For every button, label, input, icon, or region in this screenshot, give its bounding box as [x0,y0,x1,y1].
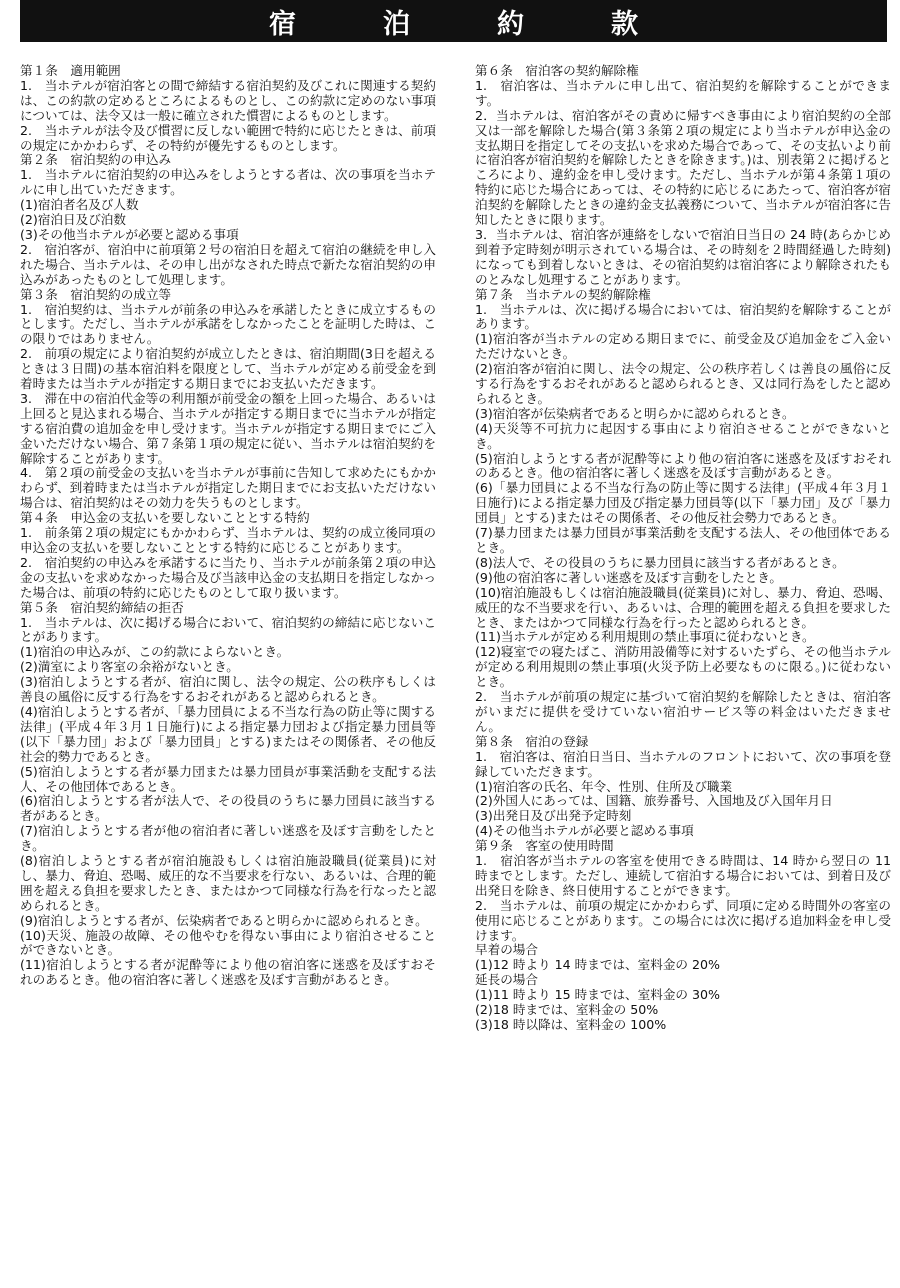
left-paragraph: (6)宿泊しようとする者が法人で、その役員のうちに暴力団員に該当する者があるとき。 [20,793,436,824]
left-article-heading: 第４条 申込金の支払いを要しないこととする特約 [20,510,310,526]
right-paragraph: (7)暴力団または暴力団員が事業活動を支配する法人、その他団体であるとき。 [475,525,891,555]
right-paragraph: (4)天災等不可抗力に起因する事由により宿泊させることができないとき。 [475,420,891,451]
right-article-heading: 第８条 宿泊の登録 [475,733,589,749]
left-paragraph: 1. 当ホテルは、次に掲げる場合において、宿泊契約の締結に応じないことがあります。 [20,614,436,645]
left-article-heading: 第３条 宿泊契約の成立等 [20,286,172,302]
left-paragraph: (3)その他当ホテルが必要と認める事項 [20,226,239,242]
title-bar [20,0,887,42]
left-paragraph: (5)宿泊しようとする者が暴力団または暴力団員が事業活動を支配する法人、その他団体であるとき。 [20,763,436,794]
right-paragraph: 延長の場合 [475,972,538,988]
left-paragraph: (2)満室により客室の余裕がないとき。 [20,659,239,675]
right-paragraph: (1)11 時より 15 時までは、室料金の 30% [475,987,721,1003]
right-paragraph: (1)宿泊客が当ホテルの定める期日までに、前受金及び追加金をご入金いただけないとき。 [475,331,891,362]
right-paragraph: (11)当ホテルが定める利用規則の禁止事項に従わないとき。 [475,629,815,645]
left-paragraph: (11)宿泊しようとする者が泥酔等により他の宿泊客に迷惑を及ぼすおそれのあるとき。他の宿泊客に著しく迷惑を及ぼす言動があるとき。 [20,957,436,988]
left-paragraph: (8)宿泊しようとする者が宿泊施設もしくは宿泊施設職員(従業員)に対し、暴力、脅迫、恐喝、威圧的な不当要求を行ない、あるいは、合理的範囲を超える負担を要求したとき、またはかつて同様な行為を行なったと認められるとき。 [20,853,436,913]
left-paragraph: (9)宿泊しようとする者が、伝染病者であると明らかに認められるとき。 [20,912,428,928]
right-paragraph: 早着の場合 [475,942,538,958]
right-paragraph: (1)12 時より 14 時までは、室料金の 20% [475,957,721,973]
right-paragraph: 1. 宿泊客は、当ホテルに申し出て、宿泊契約を解除することができます。 [475,77,891,108]
left-paragraph: 3. 滞在中の宿泊代金等の利用額が前受金の額を上回った場合、あるいは上回ると見込まれる場合、当ホテルが指定する期日までに当ホテルが指定する宿泊費の追加金を申し受けます。当ホテルが指定する期日までにご入金いただけない場合、第７条第１項の規定に従い、当ホテルは宿泊契約を解除することがあります。 [20,390,436,466]
left-paragraph: (10)天災、施設の故障、その他やむを得ない事由により宿泊させることができないとき。 [20,927,436,958]
right-paragraph: (4)その他当ホテルが必要と認める事項 [475,823,694,839]
right-paragraph: (1)宿泊客の氏名、年令、性別、住所及び職業 [475,778,733,794]
right-paragraph: (9)他の宿泊客に著しい迷惑を及ぼす言動をしたとき。 [475,569,782,585]
right-paragraph: (8)法人で、その役員のうちに暴力団員に該当する者があるとき。 [475,554,845,570]
right-article-heading: 第７条 当ホテルの契約解除権 [475,286,651,302]
left-column [20,64,436,988]
left-article-heading: 第２条 宿泊契約の申込み [20,152,172,168]
left-paragraph: 1. 当ホテルに宿泊契約の申込みをしようとする者は、次の事項を当ホテルに申し出ていただきます。 [20,167,436,198]
right-article-heading: 第９条 客室の使用時間 [475,838,614,854]
right-paragraph: 3．当ホテルは、宿泊客が連絡をしないで宿泊日当日の 24 時(あらかじめ到着予定時刻が明示されている場合は、その時刻を２時間経過した時刻)になっても到着しないときは、その宿泊契約は宿泊客により解除されたものとみなし処理することがあります。 [475,226,891,287]
left-paragraph: 1. 宿泊契約は、当ホテルが前条の申込みを承諾したときに成立するものとします。ただし、当ホテルが承諾をしなかったことを証明した時は、この限りではありません。 [20,301,436,347]
right-paragraph: (3)出発日及び出発予定時刻 [475,808,632,824]
left-paragraph: 4. 第２項の前受金の支払いを当ホテルが事前に告知して求めたにもかかわらず、到着時または当ホテルが指定した期日までにお支払いただけない場合は、宿泊契約はその効力を失うものとします。 [20,465,436,511]
right-paragraph: (6)「暴力団員による不当な行為の防止等に関する法律」(平成４年３月１日施行)による指定暴力団及び指定暴力団員等(以下「暴力団」及び「暴力団員」とする)またはその関係者、その他反社会勢力であるとき。 [475,480,891,526]
right-column [475,64,891,1033]
left-paragraph: 2. 宿泊契約の申込みを承諾するに当たり、当ホテルが前条第２項の申込金の支払いを求めなかった場合及び当該申込金の支払期日を指定しなかった場合は、前項の特約に応じたものとして取り扱います。 [20,554,436,600]
left-paragraph: (4)宿泊しようとする者が、「暴力団員による不当な行為の防止等に関する法律」(平成４年３月１日施行)による指定暴力団および指定暴力団員等(以下「暴力団」および「暴力団員」とする)またはその関係者、その他反社会的勢力であるとき。 [20,703,436,764]
right-paragraph: 2. 当ホテルが前項の規定に基づいて宿泊契約を解除したときは、宿泊客がいまだに提供を受けていない宿泊サービス等の料金はいただきません。 [475,689,891,734]
left-paragraph: (2)宿泊日及び泊数 [20,212,126,228]
left-paragraph: 1. 前条第２項の規定にもかかわらず、当ホテルは、契約の成立後同項の申込金の支払いを要しないこととする特約に応じることがあります。 [20,525,436,555]
left-paragraph: (1)宿泊者名及び人数 [20,197,139,213]
right-paragraph: 2. 当ホテルは、前項の規定にかかわらず、同項に定める時間外の客室の使用に応じることがあります。この場合には次に掲げる追加料金を申し受けます。 [475,897,891,943]
right-paragraph: (10)宿泊施設もしくは宿泊施設職員(従業員)に対し、暴力、脅迫、恐喝、威圧的な不当要求を行い、あるいは、合理的範囲を超える負担を要求したとき、またはかつて同様な行為を行ったと認められるとき。 [475,584,891,630]
right-paragraph: (3)宿泊客が伝染病者であると明らかに認められるとき。 [475,405,795,421]
right-paragraph: (5)宿泊しようとする者が泥酔等により他の宿泊客に迷惑を及ぼすおそれのあるとき。他の宿泊客に著しく迷惑を及ぼす言動があるとき。 [475,450,891,481]
right-paragraph: 1. 宿泊客は、宿泊日当日、当ホテルのフロントにおいて、次の事項を登録していただきます。 [475,748,891,779]
right-paragraph: (3)18 時以降は、室料金の 100% [475,1017,667,1032]
left-paragraph: (3)宿泊しようとする者が、宿泊に関し、法令の規定、公の秩序もしくは善良の風俗に反する行為をするおそれがあると認められるとき。 [20,674,436,705]
right-paragraph: (12)寝室での寝たばこ、消防用設備等に対するいたずら、その他当ホテルが定める利用規則の禁止事項(火災予防上必要なものに限る。)に従わないとき。 [475,644,891,690]
left-paragraph: (1)宿泊の申込みが、この約款によらないとき。 [20,644,290,660]
right-paragraph: (2)宿泊客が宿泊に関し、法令の規定、公の秩序若しくは善良の風俗に反する行為をするおそれがあると認められるとき、又は同行為をしたと認められるとき。 [475,361,891,406]
left-article-heading: 第１条 適用範囲 [20,63,121,78]
right-paragraph: 1. 宿泊客が当ホテルの客室を使用できる時間は、14 時から翌日の 11 時までとします。ただし、連続して宿泊する場合においては、到着日及び出発日を除き、終日使用することができます。 [475,853,891,898]
left-paragraph: (7)宿泊しようとする者が他の宿泊者に著しい迷惑を及ぼす言動をしたとき。 [20,823,436,854]
left-article-heading: 第５条 宿泊契約締結の拒否 [20,599,184,615]
right-paragraph: 2．当ホテルは、宿泊客がその責めに帰すべき事由により宿泊契約の全部又は一部を解除した場合(第３条第２項の規定により当ホテルが申込金の支払期日を指定してその支払いを求めた場合であって、その支払いより前に宿泊客が宿泊契約を解除したときを除きます。)は、別表第２に掲げるところにより、違約金を申し受けます。ただし、当ホテルが第４条第１項の特約に応じた場合にあっては、その特約に応じるにあたって、宿泊客が宿泊契約を解除したときの違約金支払義務について、当ホテルが宿泊客に告知したときに限ります。 [475,107,891,228]
right-paragraph: (2)外国人にあっては、国籍、旅券番号、入国地及び入国年月日 [475,793,833,809]
page-title: 宿 泊 約 款 [269,8,668,40]
right-paragraph: (2)18 時までは、室料金の 50% [475,1002,659,1018]
left-paragraph: 2. 当ホテルが法令及び慣習に反しない範囲で特約に応じたときは、前項の規定にかかわらず、その特約が優先するものとします。 [20,122,436,153]
left-paragraph: 2. 前項の規定により宿泊契約が成立したときは、宿泊期間(3日を超えるときは３日間)の基本宿泊料を限度として、当ホテルが定める前受金を到着時または当ホテルが指定する期日までにお支払いただきます。 [20,346,436,392]
right-article-heading: 第６条 宿泊客の契約解除権 [475,63,639,78]
left-paragraph: 1. 当ホテルが宿泊客との間で締結する宿泊契約及びこれに関連する契約は、この約款の定めるところによるものとし、この約款に定めのない事項については、法令又は一般に確立された慣習によるものとします。 [20,77,436,123]
left-paragraph: 2. 宿泊客が、宿泊中に前項第２号の宿泊日を超えて宿泊の継続を申し入れた場合、当ホテルは、その申し出がなされた時点で新たな宿泊契約の申込みがあったものとして処理します。 [20,241,436,287]
right-paragraph: 1. 当ホテルは、次に掲げる場合においては、宿泊契約を解除することがあります。 [475,301,891,332]
